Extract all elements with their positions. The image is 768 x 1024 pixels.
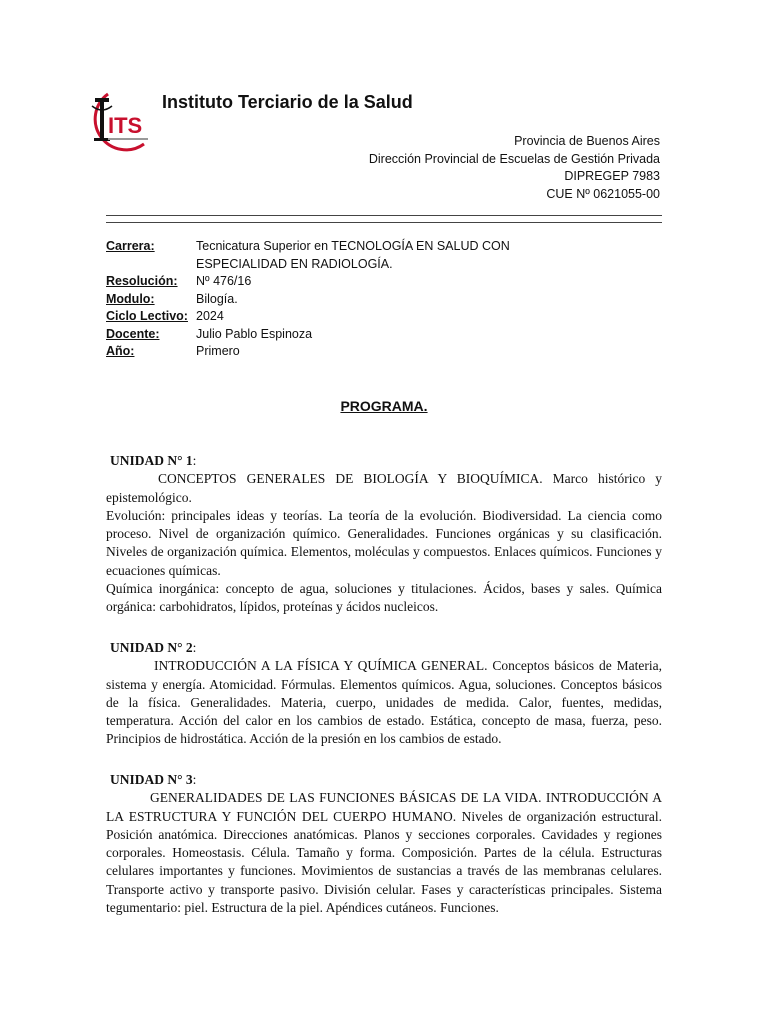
course-metadata — [106, 238, 566, 361]
institution-title: Instituto Terciario de la Salud — [162, 92, 413, 112]
meta-label: Resolución: — [106, 274, 178, 288]
direction-line: Dirección Provincial de Escuelas de Gestión Privada — [368, 151, 660, 166]
dipregep-line: DIPREGEP 7983 — [564, 169, 660, 183]
meta-value: Primero — [196, 344, 240, 358]
programa-title: PROGRAMA. — [340, 398, 428, 414]
unit-body — [106, 657, 662, 748]
unit-title: UNIDAD N° 2 — [110, 640, 193, 655]
unit-title: UNIDAD N° 3 — [110, 772, 193, 787]
unit-heading: UNIDAD N° 2: — [110, 640, 197, 655]
meta-label: Docente: — [106, 326, 160, 341]
meta-value: Julio Pablo Espinoza — [196, 326, 313, 341]
province-line: Provincia de Buenos Aires — [514, 134, 660, 148]
meta-row-docente — [106, 326, 566, 344]
divider-top — [106, 215, 662, 216]
meta-row-carrera — [106, 238, 566, 273]
meta-row-anio — [106, 343, 566, 361]
meta-label: Carrera: — [106, 239, 155, 253]
divider-bottom — [106, 222, 662, 223]
unit-body — [106, 470, 662, 616]
institution-details — [369, 133, 660, 203]
meta-row-resolucion — [106, 273, 566, 291]
meta-label: Ciclo Lectivo: — [106, 309, 188, 323]
unit-2 — [106, 639, 662, 749]
meta-label: Año: — [106, 344, 135, 358]
unit-3 — [106, 771, 662, 917]
unit-text: GENERALIDADES DE LAS FUNCIONES BÁSICAS DE LA VIDA. INTRODUCCIÓN A LA ESTRUCTURA Y FUNCIÓN DEL CUERPO HUMANO. Niveles de organización estructural. Posición anatómica. Direcciones anatómicas. Planos y secciones corporales. Cavidades y regiones corporales. Homeostasis. Célula. Tamaño y forma. Composición. Partes de la célula. Estructuras celulares importantes y funciones. Movimientos de sustancias a través de las membranas celulares. Transporte activo y transporte pasivo. División celular. Fases y características principales. Sistema tegumentario: piel. Estructura de la piel. Apéndices cutáneos. Funciones. — [106, 790, 662, 916]
logo-text: ITS — [108, 113, 143, 138]
unit-heading: UNIDAD N° 1: — [110, 453, 197, 468]
unit-title: UNIDAD N° 1 — [110, 453, 193, 468]
unit-heading: UNIDAD N° 3: — [110, 772, 197, 787]
unit-1 — [106, 452, 662, 617]
meta-value: 2024 — [196, 309, 224, 323]
meta-row-ciclo — [106, 308, 566, 326]
meta-value: Nº 476/16 — [196, 274, 252, 288]
unit-body — [106, 789, 662, 917]
institution-logo — [78, 88, 154, 158]
its-logo-icon — [78, 88, 154, 158]
unit-text: INTRODUCCIÓN A LA FÍSICA Y QUÍMICA GENERAL. Conceptos básicos de Materia, sistema y energía. Atomicidad. Fórmulas. Elementos químicos. Agua, soluciones. Conceptos básicos de la física. Generalidades. Materia, cuerpo, unidades de medida. Calor, fuentes, medidas, temperatura. Acción del calor en los cambios de estado. Estática, concepto de masa, fuerza, peso. Principios de hidrostática. Acción de la presión en los cambios de estado. — [106, 658, 662, 747]
meta-row-modulo — [106, 291, 566, 309]
meta-value: Tecnicatura Superior en TECNOLOGÍA EN SALUD CON ESPECIALIDAD EN RADIOLOGÍA. — [196, 239, 510, 271]
cue-line: CUE Nº 0621055-00 — [546, 186, 660, 201]
meta-value: Bilogía. — [196, 291, 238, 306]
meta-label: Modulo: — [106, 291, 155, 306]
unit-text: CONCEPTOS GENERALES DE BIOLOGÍA Y BIOQUÍMICA. Marco histórico y epistemológico. Evolución: principales ideas y teorías. La teoría de la evolución. Biodiversidad. La ciencia como proceso. Nivel de organización químico. Generalidades. Funciones orgánicas y su clasificación. Niveles de organización química. Elementos, moléculas y compuestos. Enlaces químicos. Funciones y ecuaciones químicas. Química inorgánica: concepto de agua, soluciones y titulaciones. Ácidos, bases y sales. Química orgánica: carbohidratos, lípidos, proteínas y ácidos nucleicos. — [106, 471, 662, 615]
